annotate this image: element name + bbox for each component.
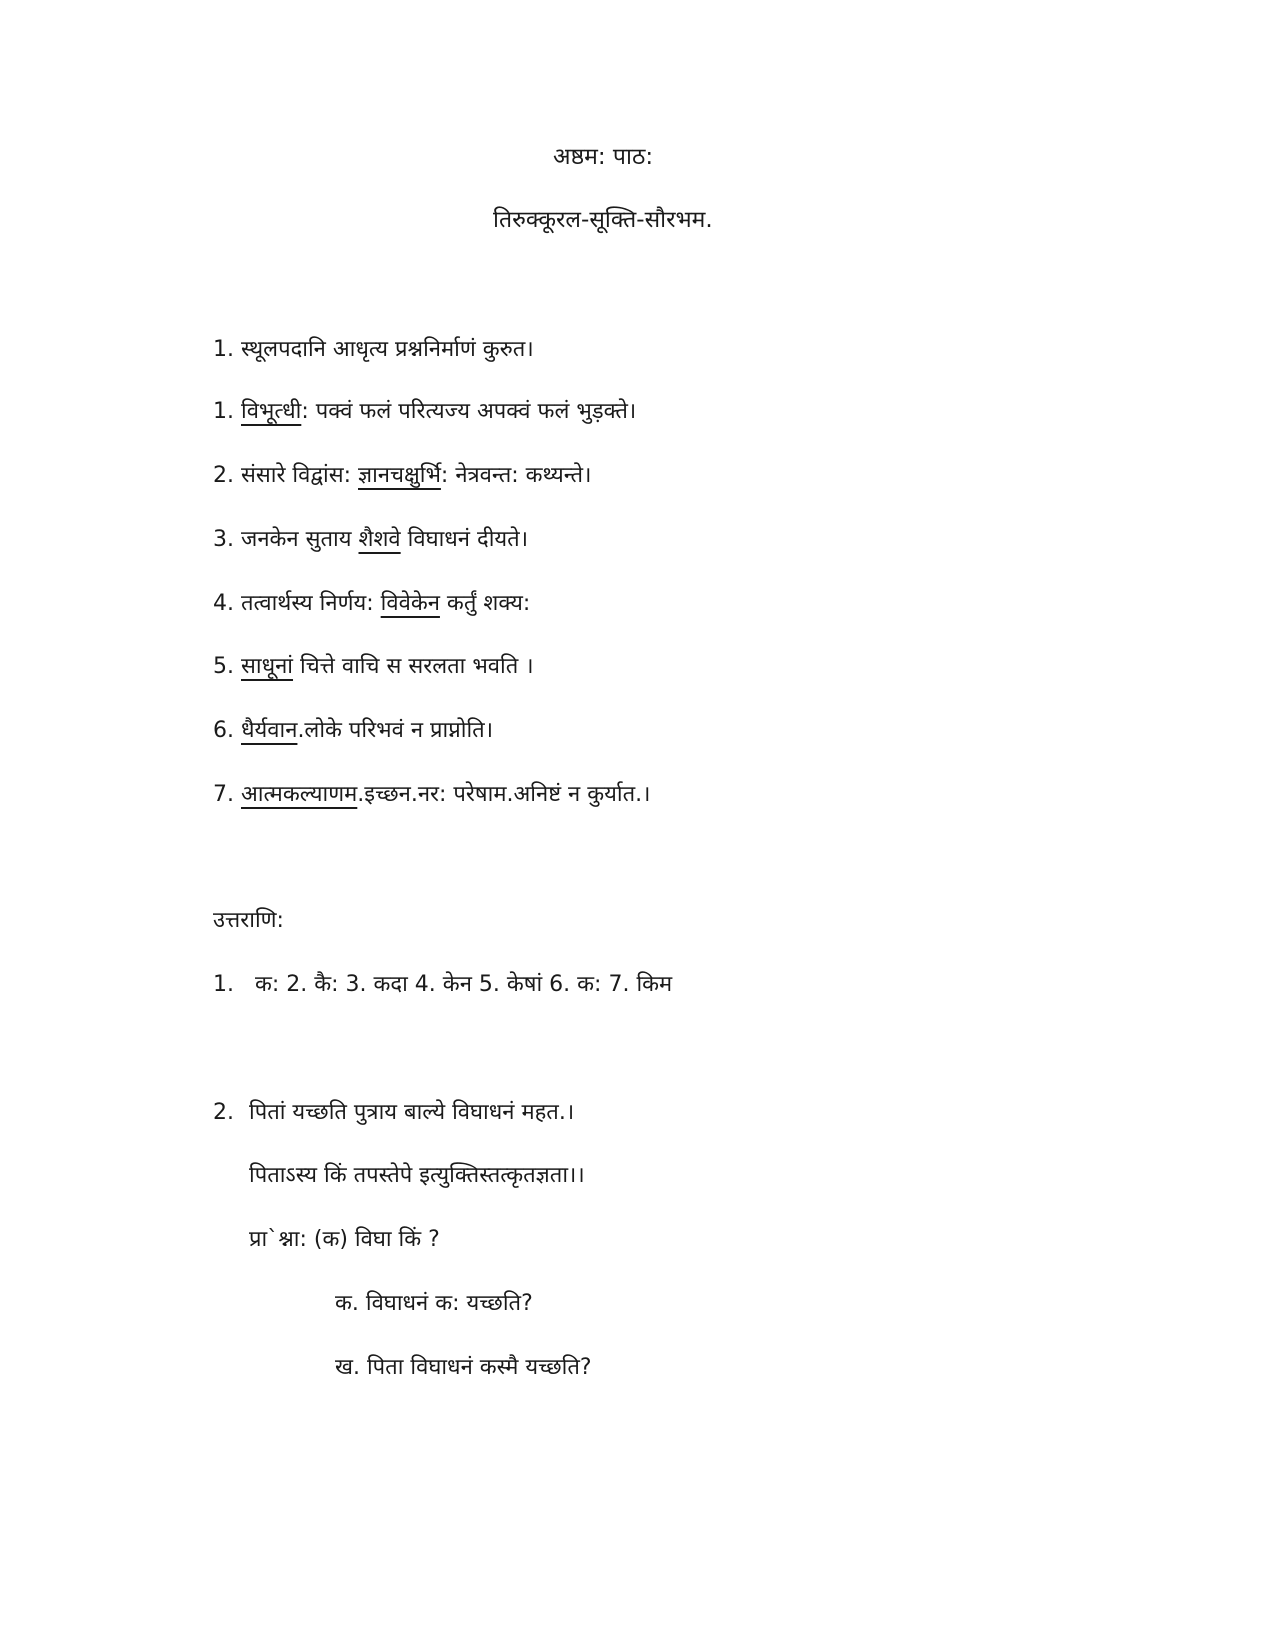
- answers-heading: उत्तराणि:: [213, 908, 284, 933]
- verse-text: पितां यच्छति पुत्राय बाल्ये विघाधनं महत.।: [249, 1100, 575, 1125]
- item-number: 5.: [213, 654, 234, 679]
- lesson-number: अष्ठम: पाठ:: [553, 144, 654, 170]
- item-underlined-word: ज्ञानचक्षुर्भि: [358, 463, 441, 488]
- item-text-post: : नेत्रवन्त: कथ्यन्ते।: [440, 463, 592, 488]
- item-number: 3.: [213, 527, 234, 552]
- exercise-item: [213, 780, 650, 810]
- exercise-item: [213, 716, 493, 746]
- lesson-title: तिरुक्कूरल-सूक्ति-सौरभम.: [493, 207, 713, 233]
- question2-number: 2.: [213, 1100, 234, 1125]
- item-text-pre: तत्वार्थस्य निर्णय:: [241, 591, 381, 616]
- item-underlined-word: शैशवे: [358, 527, 401, 552]
- item-underlined-word: विभूत्धी: [241, 399, 302, 424]
- exercise-item: [213, 461, 591, 491]
- item-number: 7.: [213, 782, 234, 807]
- exercise-item: [213, 652, 534, 682]
- question2-prashna: प्रा`श्ना: (क) विघा किं ?: [249, 1227, 440, 1252]
- item-text-post: .इच्छन.नर: परेषाम.अनिष्टं न कुर्यात.।: [357, 782, 651, 807]
- item-text-pre: संसारे विद्वांस:: [241, 463, 358, 488]
- item-underlined-word: विवेकेन: [380, 591, 440, 616]
- item-number: 4.: [213, 591, 234, 616]
- item-underlined-word: साधूनां: [241, 654, 294, 679]
- answers-line: 1. क: 2. कै: 3. कदा 4. केन 5. केषां 6. क: 7. किम: [213, 972, 673, 997]
- item-number: 1.: [213, 399, 234, 424]
- item-underlined-word: आत्मकल्याणम: [241, 782, 358, 807]
- exercise-item: [213, 525, 528, 555]
- item-text-post: चित्ते वाचि स सरलता भवति ।: [293, 654, 534, 679]
- item-text-post: : पक्वं फलं परित्यज्य अपक्वं फलं भुड़क्ते।: [301, 399, 637, 424]
- item-number: 6.: [213, 718, 234, 743]
- item-number: 2.: [213, 463, 234, 488]
- item-text-pre: जनकेन सुताय: [241, 527, 359, 552]
- item-text-post: विघाधनं दीयते।: [400, 527, 529, 552]
- item-text-post: कर्तुं शक्य:: [439, 591, 531, 616]
- exercise-instruction: 1. स्थूलपदानि आधृत्य प्रश्ननिर्माणं कुरुत।: [213, 337, 534, 362]
- exercise-item: [213, 397, 636, 427]
- question2-verse-line-2: पिताऽस्य किं तपस्तेपे इत्युक्तिस्तत्कृतज्ञता।।: [249, 1163, 585, 1188]
- exercise-item: [213, 589, 530, 619]
- item-underlined-word: धैर्यवान: [241, 718, 298, 743]
- question2-sub-b: ख. पिता विघाधनं कस्मै यच्छति?: [335, 1355, 592, 1380]
- question2-verse-line-1: [213, 1098, 574, 1128]
- question2-sub-a: क. विघाधनं क: यच्छति?: [335, 1291, 533, 1316]
- item-text-post: .लोके परिभवं न प्राप्नोति।: [297, 718, 494, 743]
